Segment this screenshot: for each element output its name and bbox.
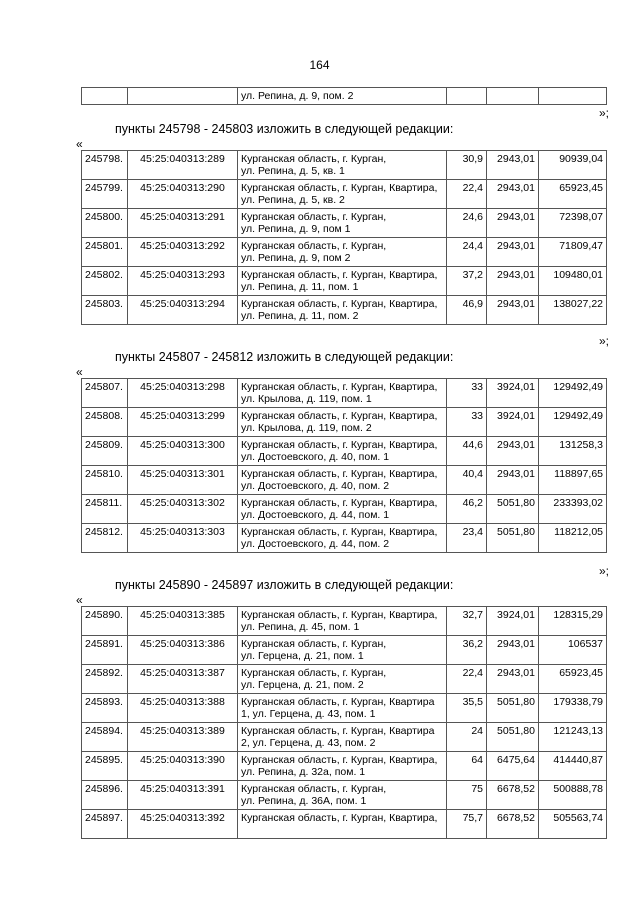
value: 500888,78 [539, 781, 607, 810]
opening-quote: « [76, 593, 83, 607]
row-number: 245799. [82, 180, 128, 209]
area: 36,2 [447, 636, 487, 665]
value: 129492,49 [539, 379, 607, 408]
address [238, 408, 447, 437]
address-line-1: Курганская область, г. Курган, Квартира, [241, 410, 438, 422]
cadastral-number: 45:25:040313:301 [128, 466, 238, 495]
value: 233393,02 [539, 495, 607, 524]
value: 72398,07 [539, 209, 607, 238]
row-number: 245895. [82, 752, 128, 781]
cadastral-number: 45:25:040313:389 [128, 723, 238, 752]
row-number: 245800. [82, 209, 128, 238]
table-row [82, 296, 607, 325]
row-number: 245891. [82, 636, 128, 665]
address-line-2: ул. Крылова, д. 119, пом. 2 [241, 422, 372, 434]
row-number: 245892. [82, 665, 128, 694]
cadastral-number: 45:25:040313:293 [128, 267, 238, 296]
row-number: 245801. [82, 238, 128, 267]
address-line-2: ул. Герцена, д. 21, пом. 2 [241, 679, 364, 691]
row-number: 245803. [82, 296, 128, 325]
row-number: 245811. [82, 495, 128, 524]
table-row [82, 267, 607, 296]
address-line-1: Курганская область, г. Курган, Квартира, [241, 526, 438, 538]
rate: 2943,01 [487, 267, 539, 296]
rate: 2943,01 [487, 180, 539, 209]
address-line-1: Курганская область, г. Курган, [241, 638, 387, 650]
table-row [82, 495, 607, 524]
address-line-1: Курганская область, г. Курган, [241, 211, 387, 223]
rate: 5051,80 [487, 723, 539, 752]
rate: 5051,80 [487, 495, 539, 524]
rate: 3924,01 [487, 408, 539, 437]
area: 33 [447, 408, 487, 437]
table-row [82, 810, 607, 839]
rate: 2943,01 [487, 636, 539, 665]
table-row [82, 151, 607, 180]
address-line-2: ул. Репина, д. 36А, пом. 1 [241, 795, 367, 807]
value: 106537 [539, 636, 607, 665]
section-heading: пункты 245798 - 245803 изложить в следующей редакции: [115, 122, 454, 136]
address-line-2: ул. Репина, д. 5, кв. 2 [241, 194, 345, 206]
area: 22,4 [447, 180, 487, 209]
address-line-2: ул. Репина, д. 32а, пом. 1 [241, 766, 366, 778]
cadastral-number: 45:25:040313:300 [128, 437, 238, 466]
area: 40,4 [447, 466, 487, 495]
opening-quote: « [76, 365, 83, 379]
area: 24 [447, 723, 487, 752]
table-row [82, 665, 607, 694]
cadastral-number: 45:25:040313:385 [128, 607, 238, 636]
address [238, 238, 447, 267]
area: 75 [447, 781, 487, 810]
address [238, 781, 447, 810]
row-number: 245897. [82, 810, 128, 839]
address-line-2: ул. Репина, д. 11, пом. 1 [241, 281, 359, 293]
opening-quote: « [76, 137, 83, 151]
address-line-2: ул. Репина, д. 11, пом. 2 [241, 310, 359, 322]
area: 33 [447, 379, 487, 408]
value: 90939,04 [539, 151, 607, 180]
table-row [82, 752, 607, 781]
address [238, 209, 447, 238]
area: 64 [447, 752, 487, 781]
cadastral-number: 45:25:040313:299 [128, 408, 238, 437]
address-line-1: Курганская область, г. Курган, Квартира [241, 696, 435, 708]
address: ул. Репина, д. 9, пом. 2 [238, 88, 447, 105]
row-number: 245896. [82, 781, 128, 810]
cadastral-number: 45:25:040313:289 [128, 151, 238, 180]
address [238, 379, 447, 408]
area: 46,9 [447, 296, 487, 325]
table-row [82, 466, 607, 495]
row-number: 245812. [82, 524, 128, 553]
address [238, 636, 447, 665]
section-heading: пункты 245890 - 245897 изложить в следующей редакции: [115, 578, 454, 592]
address [238, 524, 447, 553]
address-line-1: Курганская область, г. Курган, Квартира, [241, 381, 438, 393]
address-line-2 [241, 824, 443, 836]
rate: 6678,52 [487, 810, 539, 839]
cadastral-number: 45:25:040313:290 [128, 180, 238, 209]
address-line-1: Курганская область, г. Курган, Квартира [241, 725, 435, 737]
area: 30,9 [447, 151, 487, 180]
value: 138027,22 [539, 296, 607, 325]
value: 71809,47 [539, 238, 607, 267]
area: 37,2 [447, 267, 487, 296]
address-line-1: Курганская область, г. Курган, Квартира, [241, 497, 438, 509]
table-row [82, 238, 607, 267]
table-row [82, 781, 607, 810]
closing-quote: »; [598, 334, 609, 348]
address-line-2: ул. Крылова, д. 119, пом. 1 [241, 393, 372, 405]
row-number: 245810. [82, 466, 128, 495]
address-line-2: ул. Репина, д. 5, кв. 1 [241, 165, 345, 177]
address-line-2: ул. Репина, д. 9, пом 1 [241, 223, 351, 235]
rate: 2943,01 [487, 238, 539, 267]
value: 121243,13 [539, 723, 607, 752]
address [238, 723, 447, 752]
row-number: 245808. [82, 408, 128, 437]
address-line-1: Курганская область, г. Курган, Квартира, [241, 609, 438, 621]
area: 44,6 [447, 437, 487, 466]
cadastral-number: 45:25:040313:391 [128, 781, 238, 810]
cadastral-number: 45:25:040313:302 [128, 495, 238, 524]
address-line-1: Курганская область, г. Курган, [241, 240, 387, 252]
area: 32,7 [447, 607, 487, 636]
row-number: 245894. [82, 723, 128, 752]
address [238, 665, 447, 694]
address-line-2: 1, ул. Герцена, д. 43, пом. 1 [241, 708, 376, 720]
cadastral-number: 45:25:040313:291 [128, 209, 238, 238]
area: 24,4 [447, 238, 487, 267]
table-row [82, 723, 607, 752]
cadastral-number: 45:25:040313:386 [128, 636, 238, 665]
cadastral-number [128, 88, 238, 105]
area: 22,4 [447, 665, 487, 694]
cadastral-number: 45:25:040313:388 [128, 694, 238, 723]
address [238, 437, 447, 466]
address-line-1: Курганская область, г. Курган, Квартира, [241, 754, 438, 766]
address-line-1: Курганская область, г. Курган, Квартира, [241, 812, 438, 824]
rate: 2943,01 [487, 296, 539, 325]
rate: 2943,01 [487, 437, 539, 466]
rate: 3924,01 [487, 607, 539, 636]
value: 128315,29 [539, 607, 607, 636]
closing-quote: »; [598, 564, 609, 578]
address [238, 151, 447, 180]
value: 505563,74 [539, 810, 607, 839]
rate: 2943,01 [487, 151, 539, 180]
row-number: 245798. [82, 151, 128, 180]
row-number: 245890. [82, 607, 128, 636]
address-line-1: Курганская область, г. Курган, [241, 153, 387, 165]
area: 24,6 [447, 209, 487, 238]
cadastral-number: 45:25:040313:303 [128, 524, 238, 553]
row-number: 245893. [82, 694, 128, 723]
address [238, 607, 447, 636]
section-heading: пункты 245807 - 245812 изложить в следующей редакции: [115, 350, 454, 364]
rate: 5051,80 [487, 524, 539, 553]
value: 65923,45 [539, 665, 607, 694]
table-row [82, 437, 607, 466]
address-line-2: ул. Герцена, д. 21, пом. 1 [241, 650, 364, 662]
address-line-2: ул. Репина, д. 45, пом. 1 [241, 621, 360, 633]
rate: 3924,01 [487, 379, 539, 408]
rate: 5051,80 [487, 694, 539, 723]
table-row [82, 88, 607, 105]
value: 414440,87 [539, 752, 607, 781]
address [238, 810, 447, 839]
value: 129492,49 [539, 408, 607, 437]
area: 75,7 [447, 810, 487, 839]
address [238, 752, 447, 781]
value: 131258,3 [539, 437, 607, 466]
row-number: 245807. [82, 379, 128, 408]
table-row [82, 607, 607, 636]
rate: 2943,01 [487, 209, 539, 238]
rate: 2943,01 [487, 665, 539, 694]
table-row [82, 694, 607, 723]
cadastral-number: 45:25:040313:298 [128, 379, 238, 408]
address-line-1: Курганская область, г. Курган, Квартира, [241, 269, 438, 281]
area: 46,2 [447, 495, 487, 524]
address [238, 466, 447, 495]
value: 179338,79 [539, 694, 607, 723]
area: 23,4 [447, 524, 487, 553]
rate: 2943,01 [487, 466, 539, 495]
row-number [82, 88, 128, 105]
address-line-1: Курганская область, г. Курган, Квартира, [241, 182, 438, 194]
rate: 6678,52 [487, 781, 539, 810]
value: 118212,05 [539, 524, 607, 553]
address [238, 296, 447, 325]
registry-table [81, 378, 607, 553]
row-number: 245809. [82, 437, 128, 466]
address-line-1: Курганская область, г. Курган, Квартира, [241, 298, 438, 310]
value [539, 88, 607, 105]
top-table-fragment [81, 87, 607, 105]
address-line-1: Курганская область, г. Курган, Квартира, [241, 468, 438, 480]
address-line-2: ул. Достоевского, д. 40, пом. 2 [241, 480, 390, 492]
address-line-2: 2, ул. Герцена, д. 43, пом. 2 [241, 737, 376, 749]
closing-quote: »; [598, 106, 609, 120]
address [238, 694, 447, 723]
address-line-1: Курганская область, г. Курган, [241, 667, 387, 679]
address-line-1: Курганская область, г. Курган, Квартира, [241, 439, 438, 451]
area: 35,5 [447, 694, 487, 723]
cadastral-number: 45:25:040313:392 [128, 810, 238, 839]
address-line-2: ул. Достоевского, д. 40, пом. 1 [241, 451, 390, 463]
area [447, 88, 487, 105]
cadastral-number: 45:25:040313:387 [128, 665, 238, 694]
page-number: 164 [309, 58, 330, 72]
address [238, 495, 447, 524]
table-row [82, 209, 607, 238]
table-row [82, 180, 607, 209]
address-line-1: Курганская область, г. Курган, [241, 783, 387, 795]
value: 65923,45 [539, 180, 607, 209]
cadastral-number: 45:25:040313:294 [128, 296, 238, 325]
address-line-2: ул. Достоевского, д. 44, пом. 2 [241, 538, 390, 550]
address-line-2: ул. Достоевского, д. 44, пом. 1 [241, 509, 390, 521]
table-row [82, 636, 607, 665]
table-row [82, 524, 607, 553]
cadastral-number: 45:25:040313:292 [128, 238, 238, 267]
registry-table [81, 150, 607, 325]
table-row [82, 379, 607, 408]
rate: 6475,64 [487, 752, 539, 781]
value: 118897,65 [539, 466, 607, 495]
address [238, 180, 447, 209]
address [238, 267, 447, 296]
address-line-2: ул. Репина, д. 9, пом 2 [241, 252, 351, 264]
registry-table [81, 606, 607, 839]
value: 109480,01 [539, 267, 607, 296]
table-row [82, 408, 607, 437]
row-number: 245802. [82, 267, 128, 296]
cadastral-number: 45:25:040313:390 [128, 752, 238, 781]
rate [487, 88, 539, 105]
